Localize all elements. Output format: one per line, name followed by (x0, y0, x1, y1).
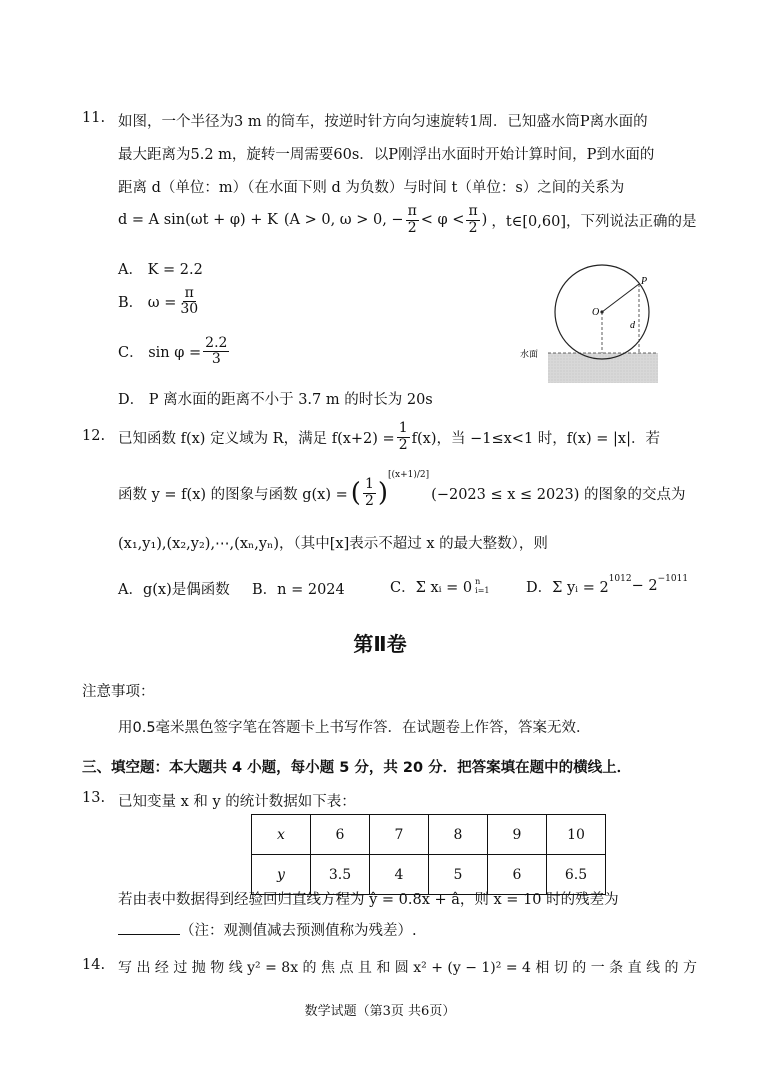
q13-line3: （注：观测值减去预测值称为残差）. (118, 919, 417, 940)
q11-formula-cond2: < φ < (420, 212, 465, 228)
q11-formula (118, 200, 697, 240)
table-cell: 6 (488, 855, 547, 895)
water-area (548, 353, 658, 383)
q11-formula-cond: (A > 0, ω > 0, − (283, 212, 404, 228)
table-cell: 8 (429, 815, 488, 855)
section-title: 第Ⅱ卷 (353, 632, 407, 656)
part3-heading: 三、填空题：本大题共 4 小题，每小题 5 分，共 20 分．把答案填在题中的横线上． (82, 760, 632, 776)
radius-line (602, 284, 639, 312)
table-cell: 4 (370, 855, 429, 895)
q12-option-d: D．Σ yᵢ = 2 $^{1012}$ − 2 $^{-1011}$ (526, 574, 689, 596)
q12-line2: 函数 y = f(x) 的图象与函数 g(x) = ( $\frac{1}{2}$ ) [(x+1)/2] (−2023 ≤ x ≤ 2023) 的图象的交点为 (118, 470, 686, 509)
q14-number: 14. (82, 957, 106, 973)
q11-formula-lhs: d = A sin(ωt + φ) + K (118, 212, 278, 228)
q11-option-c: C． sin φ = $\frac{2.2}{3}$ (118, 335, 228, 368)
table-cell: 7 (370, 815, 429, 855)
q13-number: 13. (82, 790, 106, 806)
answer-blank[interactable] (118, 920, 180, 935)
q11-line1: 如图，一个半径为3 m 的筒车，按逆时针方向匀速旋转1周．已知盛水筒P离水面的 (118, 114, 648, 130)
q13-line2: 若由表中数据得到经验回归直线方程为 ŷ = 0.8x + â，则 x = 10 时的残差为 (118, 892, 619, 908)
q12-line1: 已知函数 f(x) 定义域为 R，满足 f(x+2) = $\frac{1}{2}$ f(x)，当 −1≤x<1 时，f(x) = |x|．若 (118, 420, 660, 453)
label-p: P (641, 276, 648, 287)
label-d: d (630, 320, 635, 331)
q13-data-table (251, 814, 606, 895)
q11-option-a: A． K = 2.2 (118, 262, 203, 278)
q14-line1: 写 出 经 过 抛 物 线 y² = 8x 的 焦 点 且 和 圆 x² + (y − 1)² = 4 相 切 的 一 条 直 线 的 方 (118, 960, 697, 976)
table-cell: 3.5 (311, 855, 370, 895)
table-cell: 10 (547, 815, 606, 855)
q11-formula-cond3: ) (481, 212, 488, 228)
table-cell: 6 (311, 815, 370, 855)
table-cell: 5 (429, 855, 488, 895)
q12-option-a: A．g(x)是偶函数 (118, 582, 230, 598)
q12-number: 12. (82, 428, 106, 444)
q11-number: 11. (82, 110, 106, 126)
q12-option-b: B．n = 2024 (252, 582, 345, 598)
q11-line3: 距离 d（单位：m）（在水面下则 d 为负数）与时间 t（单位：s）之间的关系为 (118, 180, 625, 196)
q12-line3: (x₁,y₁),(x₂,y₂),⋯,(xₙ,yₙ)，（其中[x]表示不超过 x 的最大整数），则 (118, 536, 548, 552)
notice-title: 注意事项： (82, 684, 155, 700)
label-o: O (592, 307, 600, 318)
q11-line2: 最大距离为5.2 m，旋转一周需要60s．以P刚浮出水面时开始计算时间，P到水面的 (118, 147, 655, 163)
q11-option-d: D． P 离水面的距离不小于 3.7 m 的时长为 20s (118, 392, 433, 408)
q11-frac-pi2-a: $\frac{\pi}{2}$ (407, 203, 417, 236)
table-header-x: x (252, 815, 311, 855)
table-header-y: y (252, 855, 311, 895)
page-footer: 数学试题（第3页 共6页） (304, 1004, 456, 1019)
q12-exponent: [(x+1)/2] (388, 470, 430, 480)
table-cell: 6.5 (547, 855, 606, 895)
q11-option-b: B． ω = $\frac{\pi}{30}$ (118, 285, 199, 318)
waterwheel-figure (515, 262, 665, 387)
table-row-x (252, 815, 606, 855)
q11-formula-tail: ，t∈[0,60]，下列说法正确的是 (491, 213, 697, 230)
notice-body: 用0.5毫米黑色签字笔在答题卡上书写作答．在试题卷上作答，答案无效． (118, 720, 591, 736)
table-cell: 9 (488, 815, 547, 855)
q13-line1: 已知变量 x 和 y 的统计数据如下表： (118, 794, 356, 810)
label-water: 水面 (520, 349, 539, 359)
q11-frac-pi2-b: $\frac{\pi}{2}$ (468, 203, 478, 236)
q12-option-c: C．Σ xᵢ = 0 n i=1 (390, 577, 490, 596)
